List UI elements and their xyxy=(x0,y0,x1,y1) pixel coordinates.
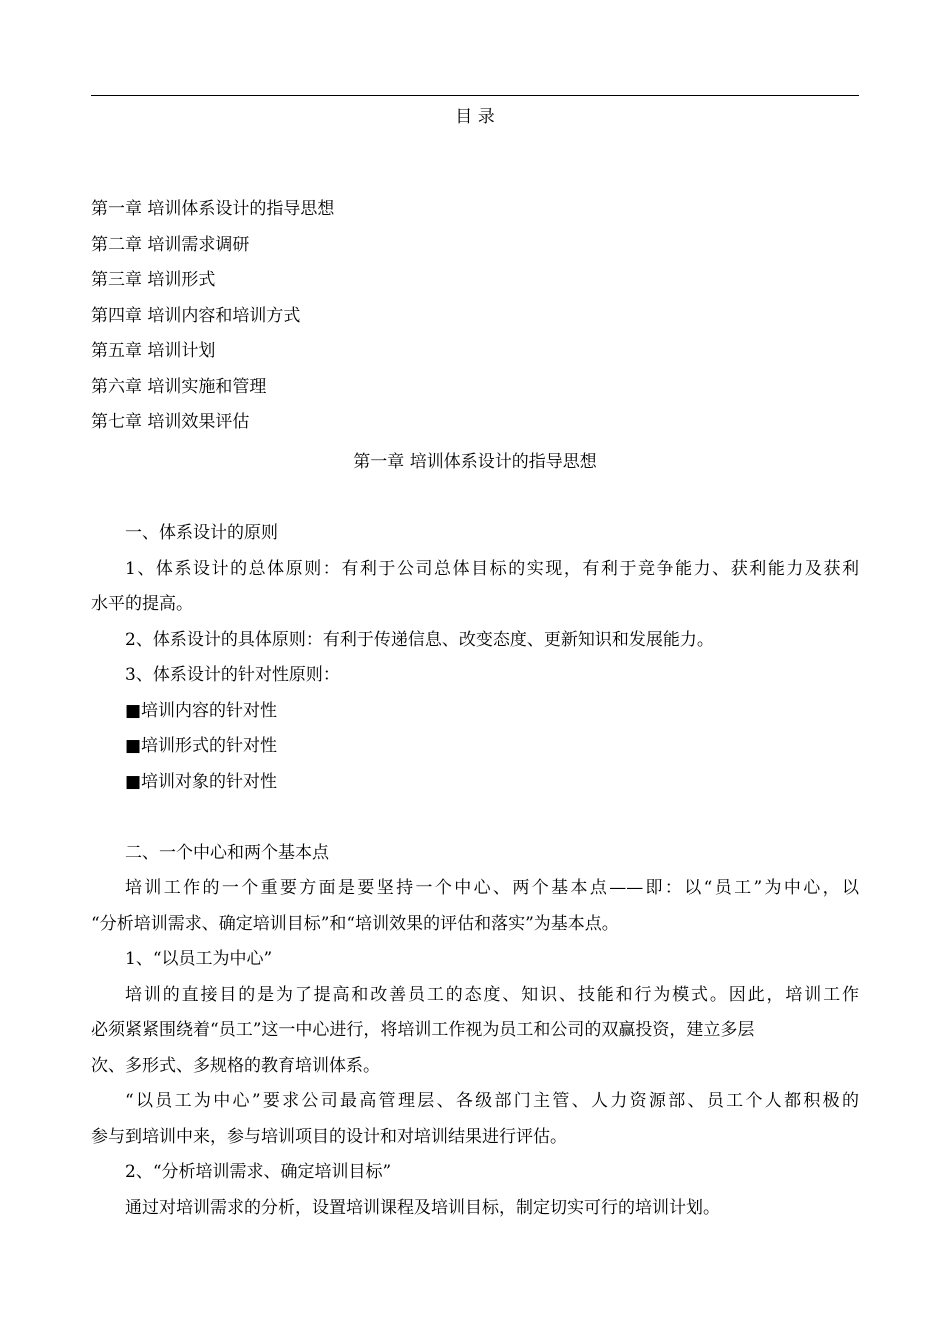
paragraph-line: “分析培训需求、确定培训目标”和“培训效果的评估和落实”为基本点。 xyxy=(91,913,619,934)
paragraph-line: 水平的提高。 xyxy=(91,594,193,614)
paragraph-line: 培训工作的一个重要方面是要坚持一个中心、两个基本点——即：以“员工”为中心，以 xyxy=(125,878,859,898)
toc-item[interactable]: 第六章 培训实施和管理 xyxy=(91,376,267,397)
toc-item[interactable]: 第二章 培训需求调研 xyxy=(91,234,250,255)
toc-title: 目 录 xyxy=(455,107,495,127)
subsection-heading: 1、“以员工为中心” xyxy=(125,949,273,969)
paragraph: 3、体系设计的针对性原则： xyxy=(125,665,340,685)
bullet-item: ■培训内容的针对性 xyxy=(125,700,278,721)
paragraph-line: 必须紧紧围绕着“员工”这一中心进行，将培训工作视为员工和公司的双赢投资，建立多层 xyxy=(91,1020,755,1040)
section-heading: 一、体系设计的原则 xyxy=(125,523,278,543)
chapter-body xyxy=(91,516,859,1226)
spacer xyxy=(91,800,859,836)
paragraph-line: 培训的直接目的是为了提高和改善员工的态度、知识、技能和行为模式。因此，培训工作 xyxy=(125,984,859,1005)
paragraph-line: 1、体系设计的总体原则：有利于公司总体目标的实现，有利于竞争能力、获利能力及获利 xyxy=(125,558,859,579)
bullet-item: ■培训对象的针对性 xyxy=(125,771,278,792)
toc-item[interactable]: 第七章 培训效果评估 xyxy=(91,412,250,432)
subsection-heading: 2、“分析培训需求、确定培训目标” xyxy=(125,1162,392,1182)
header-rule xyxy=(91,95,859,96)
table-of-contents xyxy=(91,198,334,447)
paragraph: 2、体系设计的具体原则：有利于传递信息、改变态度、更新知识和发展能力。 xyxy=(125,629,714,650)
toc-item[interactable]: 第四章 培训内容和培训方式 xyxy=(91,305,301,326)
paragraph: 通过对培训需求的分析，设置培训课程及培训目标，制定切实可行的培训计划。 xyxy=(125,1197,720,1218)
paragraph-line: 次、多形式、多规格的教育培训体系。 xyxy=(91,1055,380,1076)
chapter-title: 第一章 培训体系设计的指导思想 xyxy=(353,452,597,472)
paragraph-line: 参与到培训中来，参与培训项目的设计和对培训结果进行评估。 xyxy=(91,1126,567,1147)
bullet-item: ■培训形式的针对性 xyxy=(125,736,278,756)
paragraph-line: “以员工为中心”要求公司最高管理层、各级部门主管、人力资源部、员工个人都积极的 xyxy=(125,1091,859,1111)
toc-item[interactable]: 第五章 培训计划 xyxy=(91,341,216,361)
toc-item[interactable]: 第三章 培训形式 xyxy=(91,270,216,290)
toc-item[interactable]: 第一章 培训体系设计的指导思想 xyxy=(91,199,335,219)
section-heading: 二、一个中心和两个基本点 xyxy=(125,842,329,863)
